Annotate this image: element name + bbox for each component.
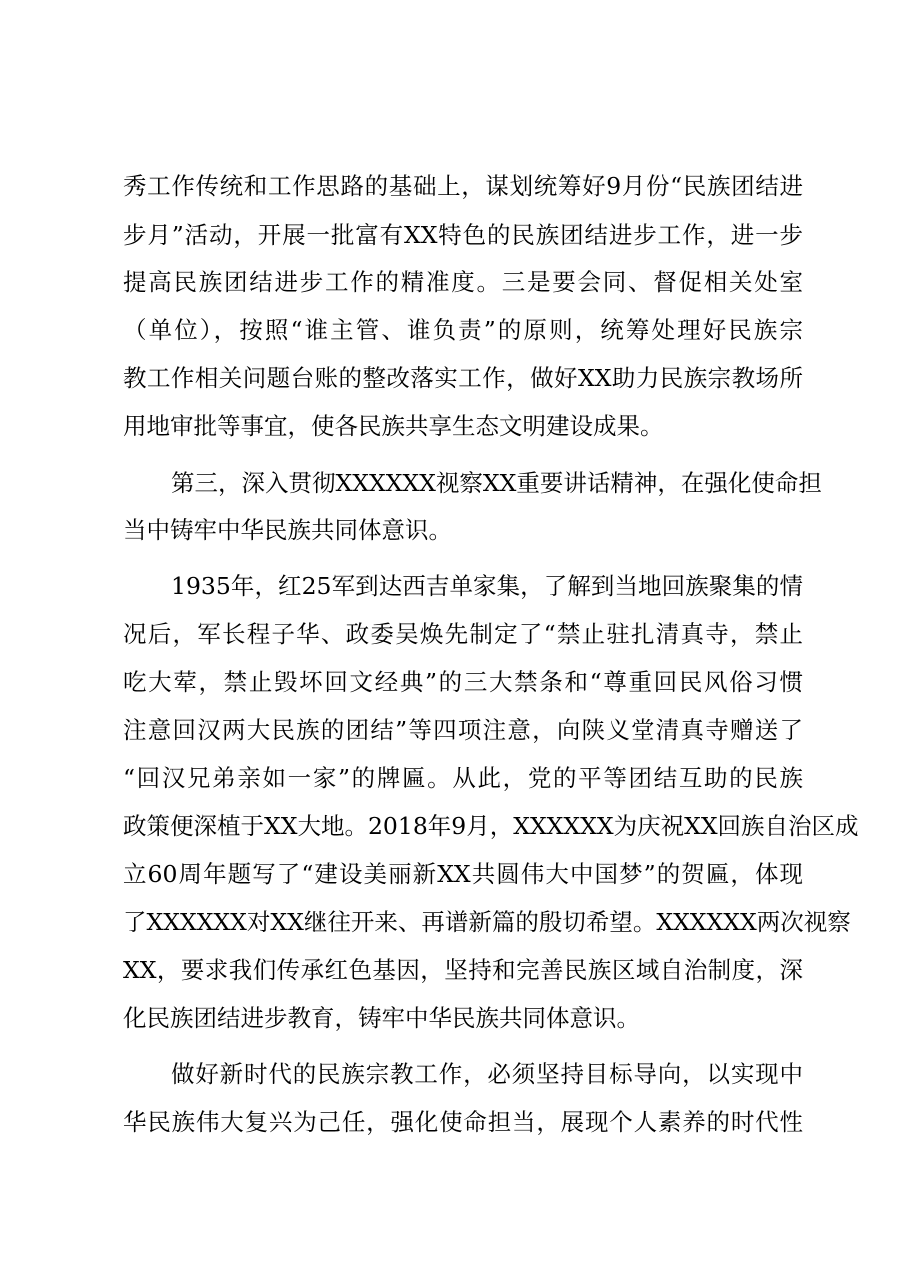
text-line: 华民族伟大复兴为己任，强化使命担当，展现个人素养的时代性 [123,1108,803,1136]
text-line: 注意回汉两大民族的团结”等四项注意，向陕义堂清真寺赠送了 [123,716,803,744]
text-line: “回汉兄弟亲如一家”的牌匾。从此，党的平等团结互助的民族 [123,764,803,792]
text-line: 况后，军长程子华、政委吴焕先制定了“禁止驻扎清真寺，禁止 [123,620,803,648]
text-line: 教工作相关问题台账的整改落实工作，做好XX助力民族宗教场所 [123,364,803,392]
text-line: 化民族团结进步教育，铸牢中华民族共同体意识。 [123,1004,640,1032]
section-heading-line: 当中铸牢中华民族共同体意识。 [123,516,452,544]
text-line: 步月”活动，开展一批富有XX特色的民族团结进步工作，进一步 [123,221,803,249]
text-line: 吃大荤，禁止毁坏回文经典”的三大禁条和“尊重回民风俗习惯 [123,668,803,696]
text-line: 1935年，红25军到达西吉单家集，了解到当地回族聚集的情 [171,572,803,600]
section-heading-line: 第三，深入贯彻XXXXXX视察XX重要讲话精神，在强化使命担 [171,469,822,497]
text-line: 用地审批等事宜，使各民族共享生态文明建设成果。 [123,412,664,440]
text-line: 了XXXXXX对XX继往开来、再谱新篇的殷切希望。XXXXXX两次视察 [123,908,851,936]
text-line: 提高民族团结进步工作的精准度。三是要会同、督促相关处室 [123,268,803,296]
text-line: 立60周年题写了“建设美丽新XX共圆伟大中国梦”的贺匾，体现 [123,860,803,888]
text-line: （单位），按照“谁主管、谁负责”的原则，统筹处理好民族宗 [123,316,803,344]
text-line: XX，要求我们传承红色基因，坚持和完善民族区域自治制度，深 [123,956,803,984]
text-line: 做好新时代的民族宗教工作，必须坚持目标导向，以实现中 [171,1060,803,1088]
text-line: 秀工作传统和工作思路的基础上，谋划统筹好9月份“民族团结进 [123,172,803,200]
text-line: 政策便深植于XX大地。2018年9月，XXXXXX为庆祝XX回族自治区成 [123,812,859,840]
